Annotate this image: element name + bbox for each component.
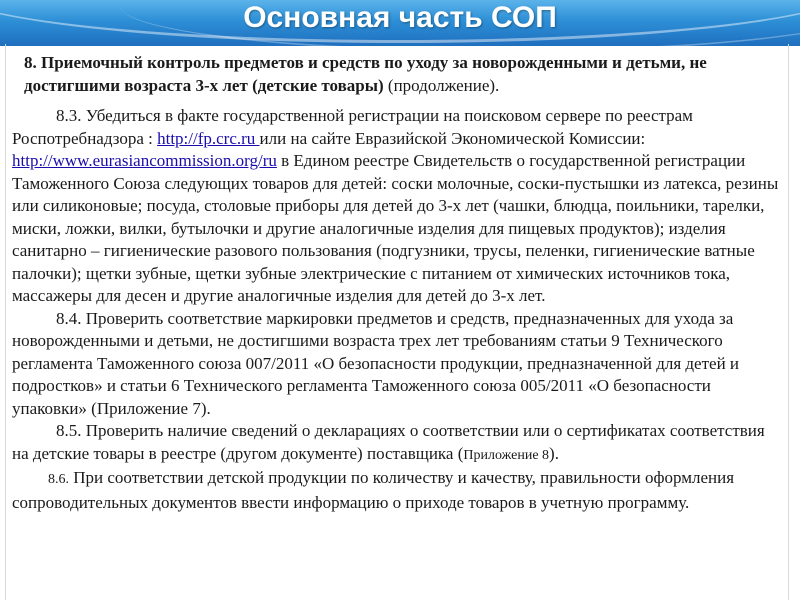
paragraph-8-5-appendix: Приложение 8: [463, 447, 550, 463]
paragraph-8-5-end: ).: [549, 443, 559, 463]
paragraph-8-5-text: 8.5. Проверить наличие сведений о декларациях о соответствии или о сертификатах соответствия на детские товары в реестре (другом документе) поставщика (: [12, 421, 765, 463]
section-heading-bold: 8. Приемочный контроль предметов и средств по уходу за новорожденными и детьми, не достигшими возраста 3-х лет (детские товары): [24, 53, 707, 95]
paragraph-8-3: [12, 105, 782, 308]
link-eurasian-commission[interactable]: http://www.eurasiancommission.org/ru: [12, 151, 277, 170]
paragraph-8-6-number: 8.6.: [48, 472, 69, 487]
slide-title: Основная часть СОП: [243, 1, 557, 34]
paragraph-8-6: [12, 467, 782, 514]
slide-content: [5, 44, 789, 600]
paragraph-8-3-text-2: или на сайте Евразийской Экономической Комиссии:: [259, 128, 646, 148]
link-fp-crc[interactable]: http://fp.crc.ru: [157, 128, 260, 148]
section-heading-note: (продолжение).: [383, 75, 500, 95]
document-text: [12, 52, 782, 514]
paragraph-8-5: [12, 420, 782, 467]
paragraph-8-3-text-3: в Едином реестре Свидетельств о государственной регистрации Таможенного Союза следующих товаров для детей: соски молочные, соски-пустышки из латекса, резины или силиконовые; посуда, столовые приборы для детей до 3-х лет (чашки, блюдца, поильники, тарелки, миски, ложки, вилки, бутылочки и другие аналогичные изделия для пищевых продуктов); изделия санитарно – гигиенические разового пользования (подгузники, трусы, пеленки, гигиенические ватные палочки); щетки зубные, щетки зубные электрические с питанием от химических источников тока, массажеры для десен и другие аналогичные изделия для детей до 3-х лет.: [12, 151, 779, 305]
section-heading: [12, 52, 782, 97]
paragraph-8-6-text: При соответствии детской продукции по количеству и качеству, правильности оформления сопроводительных документов ввести информацию о приходе товаров в учетную программу.: [12, 468, 735, 512]
paragraph-8-3-text-1: 8.3. Убедиться в факте государственной регистрации на поисковом сервере по реестрам Роспотребнадзора :: [12, 106, 693, 148]
paragraph-8-4: 8.4. Проверить соответствие маркировки предметов и средств, предназначенных для ухода за новорожденными и детьми, не достигшими возраста трех лет требованиям статьи 9 Технического регламента Таможенного союза 007/2011 «О безопасности продукции, предназначенной для детей и подростков» и статьи 6 Технического регламента Таможенного союза 005/2011 «О безопасности упаковки» (Приложение 7).: [12, 308, 740, 418]
slide-header: [0, 0, 800, 46]
